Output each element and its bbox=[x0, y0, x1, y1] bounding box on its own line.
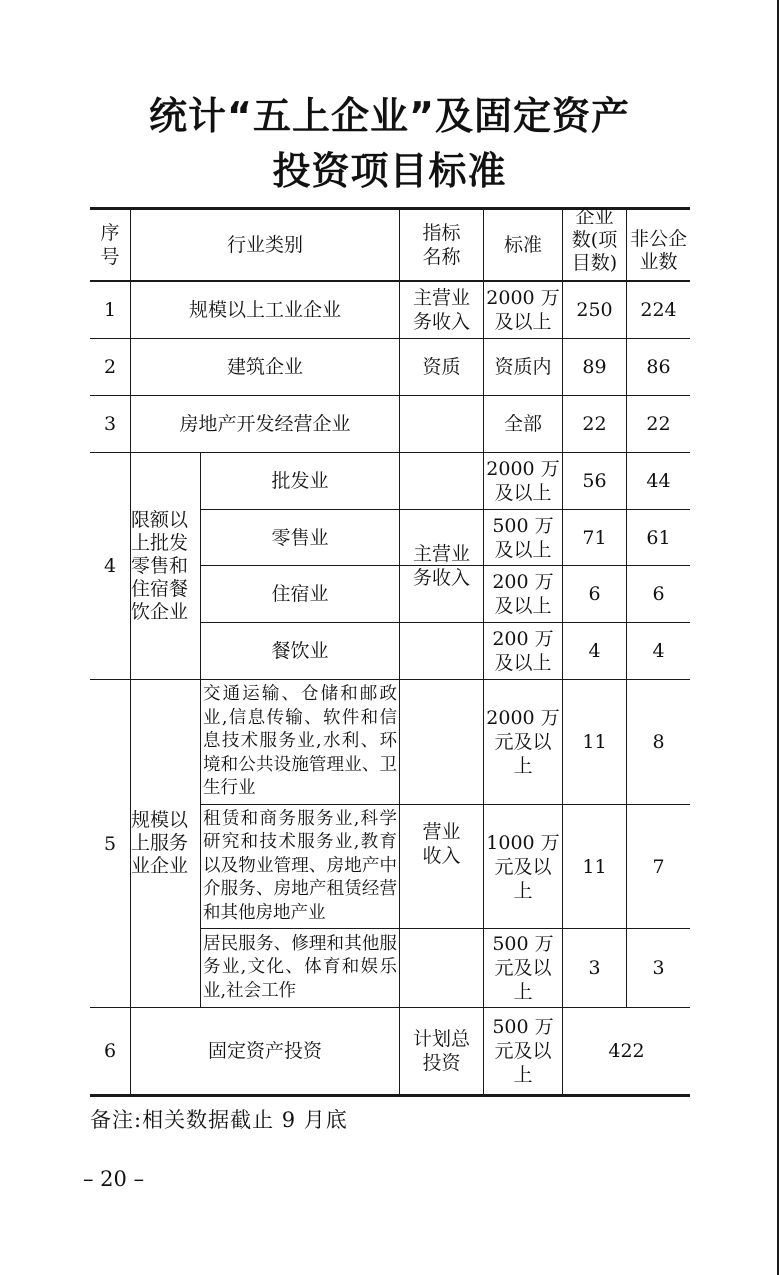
row3-seq: 3 bbox=[103, 413, 117, 435]
sub-lodging-standard: 200 万 及以上 bbox=[492, 571, 554, 617]
group4-category: 限额以 上批发 零售和 住宿餐 饮企业 bbox=[131, 508, 189, 623]
row3-indicator bbox=[400, 396, 483, 452]
row2-category: 建筑企业 bbox=[226, 356, 303, 378]
page-number: – 20 – bbox=[83, 1167, 145, 1191]
table-bottom-rule bbox=[90, 1094, 690, 1097]
sub-lodging-name: 住宿业 bbox=[271, 583, 329, 605]
group5-seq: 5 bbox=[103, 832, 117, 855]
row6-indicator: 计划总 投资 bbox=[412, 1028, 470, 1074]
sub-leasing-research-count: 11 bbox=[582, 855, 607, 878]
sub-transport-it-non-public: 8 bbox=[652, 731, 665, 753]
sub-catering-name: 餐饮业 bbox=[271, 640, 329, 662]
group5-category: 规模以 上服务 业企业 bbox=[131, 809, 189, 877]
header-non-public-count: 非公企 业数 bbox=[629, 227, 687, 273]
group5-indicator: 营业 收入 bbox=[422, 820, 461, 867]
header-indicator: 指标 名称 bbox=[422, 222, 461, 268]
sub-wholesale-name: 批发业 bbox=[271, 470, 329, 492]
sub-resident-services-non-public: 3 bbox=[652, 957, 665, 979]
sub-leasing-research-name: 租赁和商务服务业,科学研究和技术服务业,教育以及物业管理、房地产中介服务、房地产租赁经营和其他房地产业 bbox=[203, 808, 397, 923]
sub-wholesale-non-public: 44 bbox=[646, 470, 671, 492]
sub-leasing-research-non-public: 7 bbox=[652, 855, 665, 878]
row6-standard: 500 万 元及以 上 bbox=[492, 1016, 554, 1086]
row3-category: 房地产开发经营企业 bbox=[179, 413, 351, 435]
sub-lodging-count: 6 bbox=[588, 583, 601, 605]
row1-standard: 2000 万 及以上 bbox=[486, 287, 560, 333]
page-subtitle: 投资项目标准 bbox=[272, 149, 507, 193]
sub-wholesale-standard: 2000 万 及以上 bbox=[486, 458, 560, 504]
sub-transport-it-standard: 2000 万 元及以 上 bbox=[486, 707, 560, 777]
sub-transport-it-name: 交通运输、仓储和邮政业,信息传输、软件和信息技术服务业,水利、环境和公共设施管理业、卫生行业 bbox=[203, 684, 397, 799]
header-category: 行业类别 bbox=[226, 234, 303, 256]
sub-resident-services-name: 居民服务、修理和其他服务业,文化、体育和娱乐业,社会工作 bbox=[203, 933, 397, 1001]
row1-non-public: 224 bbox=[640, 299, 677, 321]
standards-table bbox=[90, 207, 690, 1097]
sub-leasing-research-standard: 1000 万 元及以 上 bbox=[486, 831, 560, 902]
header-seq: 序 号 bbox=[100, 222, 120, 268]
page-title: 统计“五上企业”及固定资产 bbox=[149, 94, 630, 138]
sub-catering-non-public: 4 bbox=[652, 640, 665, 662]
sub-retail-count: 71 bbox=[582, 526, 607, 549]
row6-total: 422 bbox=[608, 1040, 645, 1062]
sub-retail-name: 零售业 bbox=[271, 526, 329, 549]
row1-indicator: 主营业 务收入 bbox=[412, 287, 470, 333]
footnote: 备注:相关数据截止 9 月底 bbox=[90, 1108, 348, 1132]
row2-count: 89 bbox=[582, 356, 607, 378]
row1-seq: 1 bbox=[103, 299, 117, 321]
sub-catering-count: 4 bbox=[588, 640, 601, 662]
row6-seq: 6 bbox=[103, 1040, 117, 1062]
sub-wholesale-count: 56 bbox=[582, 470, 607, 492]
row3-non-public: 22 bbox=[646, 413, 671, 435]
header-enterprise-count: 企业 数(项 目数) bbox=[571, 206, 618, 274]
row3-standard: 全部 bbox=[503, 413, 542, 435]
sub-retail-non-public: 61 bbox=[646, 526, 671, 549]
group4-indicator: 主营业 务收入 bbox=[412, 543, 470, 589]
row1-category: 规模以上工业企业 bbox=[188, 299, 341, 321]
sub-resident-services-standard: 500 万 元及以 上 bbox=[492, 933, 554, 1003]
header-standard: 标准 bbox=[503, 234, 542, 256]
row2-indicator: 资质 bbox=[422, 356, 461, 378]
row2-standard: 资质内 bbox=[494, 356, 552, 378]
sub-lodging-non-public: 6 bbox=[652, 583, 665, 605]
row6-category: 固定资产投资 bbox=[207, 1040, 322, 1062]
sub-resident-services-count: 3 bbox=[588, 957, 601, 979]
row2-seq: 2 bbox=[103, 356, 117, 378]
row3-count: 22 bbox=[582, 413, 607, 435]
row1-count: 250 bbox=[576, 299, 613, 321]
group4-seq: 4 bbox=[103, 555, 117, 577]
sub-transport-it-count: 11 bbox=[582, 731, 607, 753]
sub-catering-standard: 200 万 及以上 bbox=[492, 628, 554, 674]
row2-non-public: 86 bbox=[646, 356, 671, 378]
sub-retail-standard: 500 万 及以上 bbox=[492, 514, 554, 561]
